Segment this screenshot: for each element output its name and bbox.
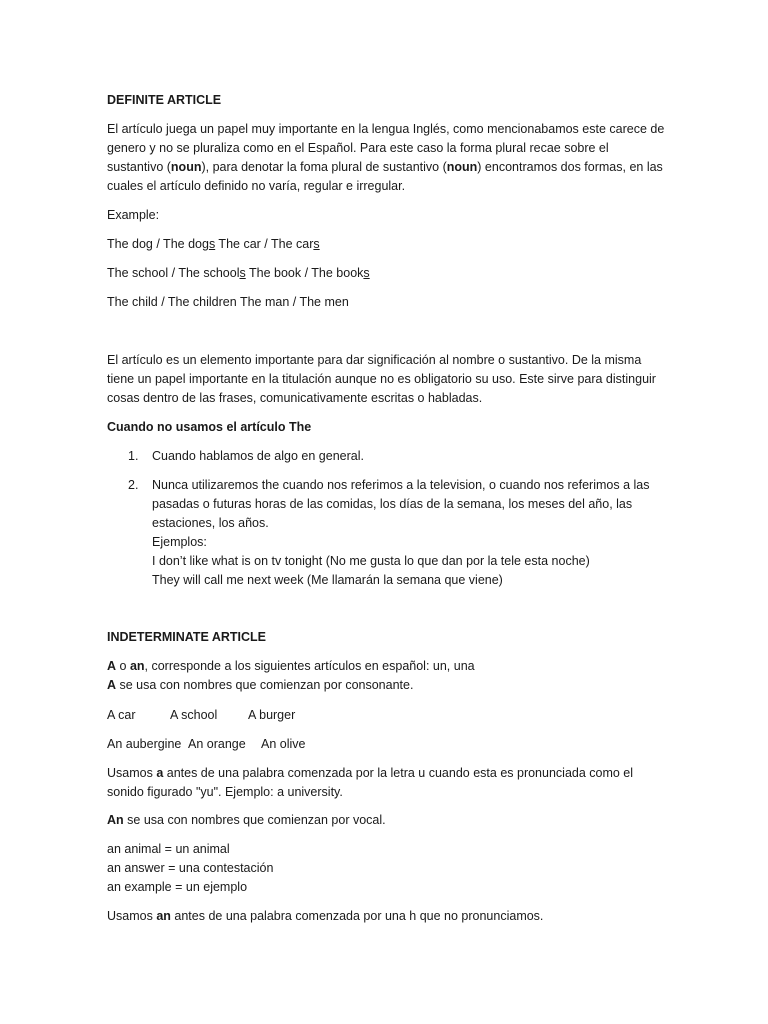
row1-plural-b: s [313,237,320,251]
example-word: A car [107,708,136,722]
example-word: A burger [248,708,296,722]
a-bold: A [107,659,117,673]
intro-text-1: El artículo juega un papel muy importante en la lengua Inglés, como mencionabamos este carece de genero y no se pluraliza como en el Español. Para este caso la forma plural recae sobre el sustantivo ( [107,122,665,174]
an-examples-row [107,735,667,754]
example-row-2 [107,264,667,283]
noun-bold-1: noun [170,160,202,174]
an-example-line: an example = un ejemplo [107,880,248,894]
definite-intro-paragraph [107,120,667,196]
list-number: 2. [128,478,139,492]
a-bold-2: A [107,678,117,692]
an-bold-2: An [107,813,124,827]
usamos-an-paragraph [107,907,667,926]
row2-part-a: The school / The school [107,266,240,280]
definite-article-heading: DEFINITE ARTICLE [107,93,222,107]
noun-bold-2: noun [446,160,478,174]
row2-plural-b: s [363,266,370,280]
list-text: Cuando hablamos de algo en general. [152,449,364,463]
o-text: o [116,659,130,673]
example-row-1 [107,235,667,254]
row2-part-b: The book / The book [245,266,364,280]
intro-text-3: ) encontramos dos formas, en las cuales el artículo definido no varía, regular e irregular. [107,160,663,193]
usamos-a-text-2: antes de una palabra comenzada por la letra u cuando esta es pronunciada como el sonido figurado "yu". Ejemplo: a university. [107,766,634,799]
an-bold-3: an [156,909,171,923]
row1-plural-a: s [208,237,216,251]
definite-paragraph-2: El artículo es un elemento importante para dar significación al nombre o sustantivo. De la misma tiene un papel importante en la titulación aunque no es obligatorio su uso. Este sirve para distinguir cosas dentro de las frases, comunicativamente escritas o habladas. [107,353,656,405]
line1-rest: , corresponde a los siguientes artículos en español: un, una [144,659,475,673]
example-word: A school [170,708,218,722]
not-using-the-subheading: Cuando no usamos el artículo The [107,420,312,434]
usamos-a-paragraph [107,764,667,802]
row1-part-a: The dog / The dog [107,237,209,251]
examples-label: Ejemplos: [152,535,207,549]
a-examples-row [107,706,667,725]
an-example-line: an answer = una contestación [107,861,274,875]
indeterminate-article-heading: INDETERMINATE ARTICLE [107,630,267,644]
list-number: 1. [128,449,139,463]
list-text: Nunca utilizaremos the cuando nos referimos a la television, o cuando nos referimos a las pasadas o futuras horas de las comidas, los días de la semana, los meses del año, las estaciones, los años. [152,478,650,530]
usamos-an-text-1: Usamos [107,909,157,923]
an-example-line: an animal = un animal [107,842,230,856]
intro-text-2: ), para denotar la foma plural de sustantivo ( [201,160,447,174]
list-content [152,476,660,590]
example-sentence: I don’t like what is on tv tonight (No me gusta lo que dan por la tele esta noche) [152,554,590,568]
line2-rest: se usa con nombres que comienzan por consonante. [116,678,414,692]
a-an-lines [107,657,667,695]
an-examples-list [107,840,667,897]
example-sentence: They will call me next week (Me llamarán la semana que viene) [152,573,503,587]
example-word: An olive [261,737,306,751]
example-label: Example: [107,208,160,222]
usamos-a-text-1: Usamos [107,766,157,780]
example-word: An orange [188,737,246,751]
example-row-3: The child / The children The man / The men [107,295,349,309]
an-vocal-paragraph [107,811,667,830]
a-bold-3: a [156,766,164,780]
example-word: An aubergine [107,737,182,751]
usamos-an-text-2: antes de una palabra comenzada por una h que no pronunciamos. [170,909,544,923]
an-bold: an [129,659,145,673]
row2-plural-a: s [239,266,246,280]
an-vocal-rest: se usa con nombres que comienzan por vocal. [123,813,386,827]
row1-part-b: The car / The car [215,237,314,251]
